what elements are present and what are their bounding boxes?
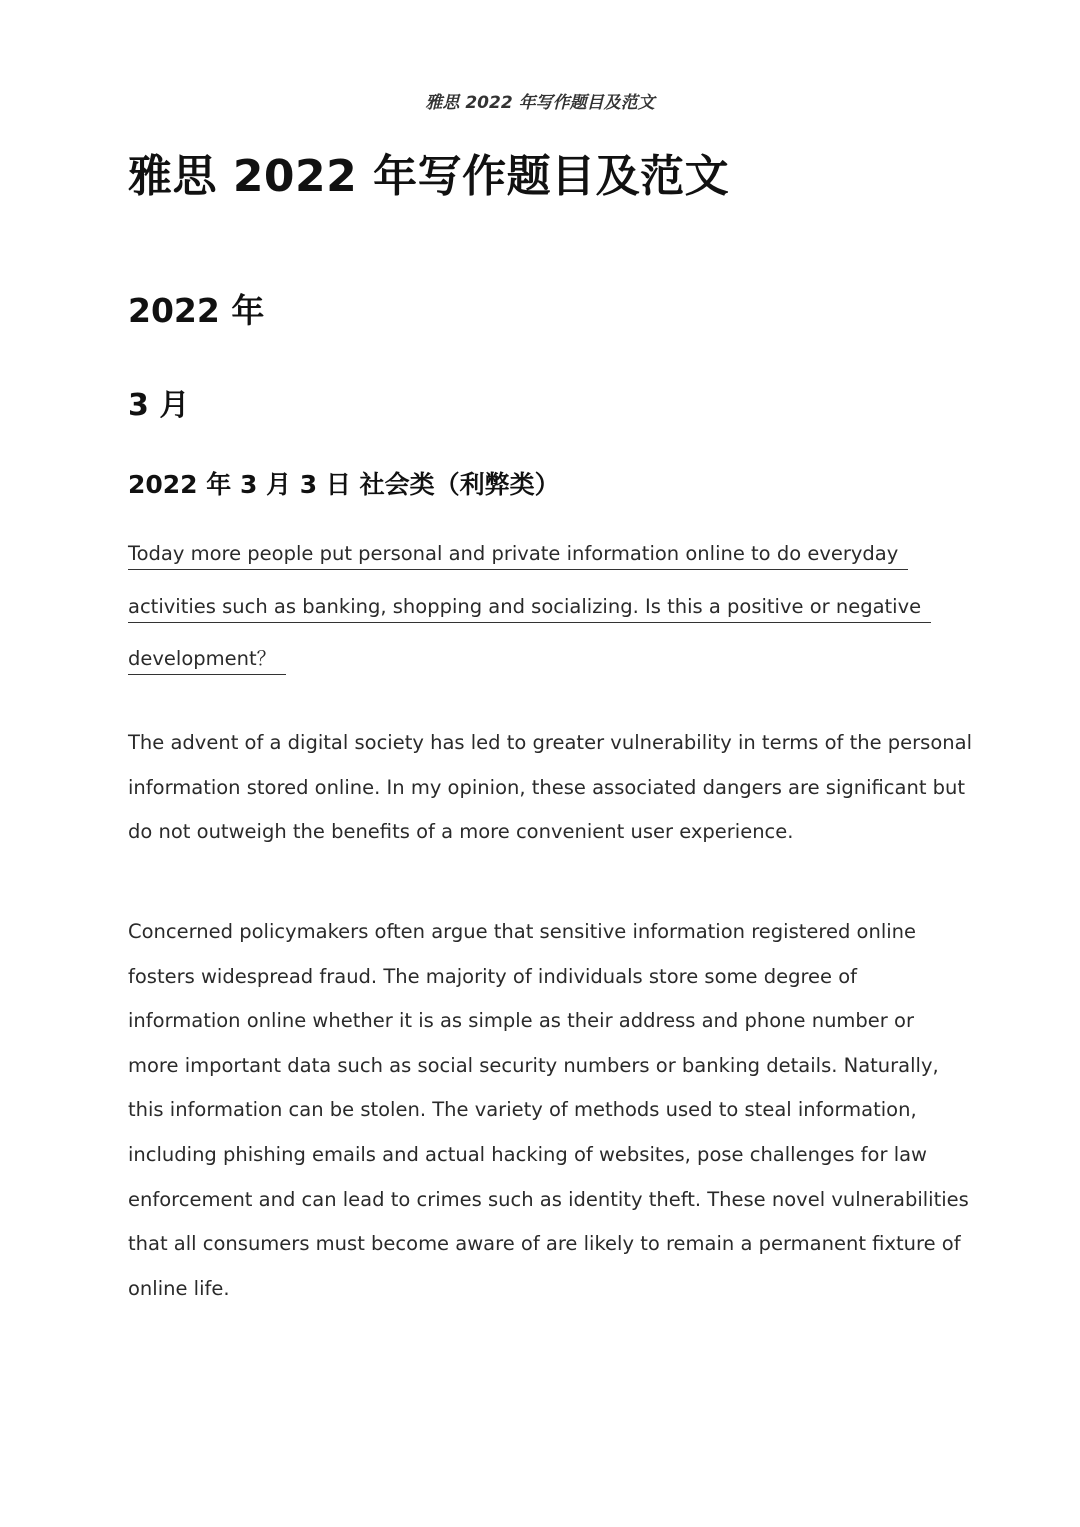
paragraph-line: that all consumers must become aware of are likely to remain a permanent fixture of [128, 1232, 961, 1256]
month-heading: 3 月 [128, 388, 190, 423]
paragraph-line: fosters widespread fraud. The majority of individuals store some degree of [128, 964, 858, 988]
paragraph-line: enforcement and can lead to crimes such as identity theft. These novel vulnerabilities [128, 1187, 969, 1211]
paragraph-line: Concerned policymakers often argue that sensitive information registered online [128, 920, 917, 943]
paragraph-line: The advent of a digital society has led to greater vulnerability in terms of the personal [128, 731, 972, 754]
prompt-line: activities such as banking, shopping and socializing. Is this a positive or negative [128, 592, 931, 623]
entry-heading: 2022 年 3 月 3 日 社会类（利弊类） [128, 470, 560, 499]
prompt-line: Today more people put personal and private information online to do everyday [128, 539, 908, 570]
essay-prompt [128, 532, 958, 690]
running-header: 雅思 2022 年写作题目及范文 [425, 93, 655, 113]
paragraph-line: online life. [128, 1276, 230, 1300]
paragraph-line: more important data such as social security numbers or banking details. Naturally, [128, 1053, 939, 1077]
paragraph-line: this information can be stolen. The variety of methods used to steal information, [128, 1098, 917, 1122]
document-title: 雅思 2022 年写作题目及范文 [128, 151, 730, 202]
paragraph-line: information online whether it is as simple as their address and phone number or [128, 1009, 914, 1033]
essay-paragraph-1 [128, 721, 972, 855]
paragraph-line: including phishing emails and actual hacking of websites, pose challenges for law [128, 1142, 928, 1166]
paragraph-line: do not outweigh the benefits of a more convenient user experience. [128, 820, 794, 844]
year-heading: 2022 年 [128, 291, 265, 330]
essay-paragraph-2 [128, 910, 969, 1311]
prompt-line: development？ [128, 644, 286, 675]
paragraph-line: information stored online. In my opinion, these associated dangers are significant but [128, 775, 966, 799]
